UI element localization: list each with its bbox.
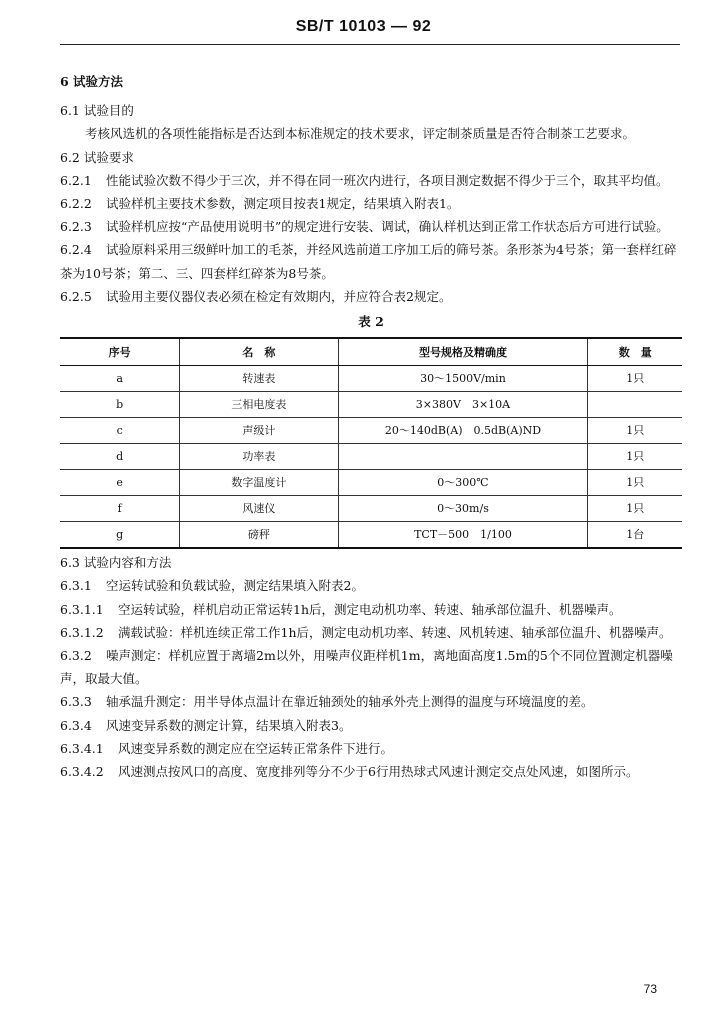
table-cell: 声级计 [180,418,338,444]
heading-6-3: 6.3 试验内容和方法 [60,555,172,571]
table-cell: 3×380V 3×10A [338,392,588,418]
table-cell: 转速表 [180,366,338,392]
table-cell: e [60,470,180,496]
table-cell: b [60,392,180,418]
column-header: 序号 [60,338,180,366]
clause-text: 试验用主要仪器仪表必须在检定有效期内，并应符合表2规定。 [106,288,452,304]
column-header: 名 称 [180,338,338,366]
table-cell: 1只 [588,470,682,496]
clause-6-3-1 [60,574,682,597]
clause-6-2-1 [60,169,682,192]
document-body [60,62,682,783]
page-number: 73 [643,982,657,996]
table-cell: 1只 [588,366,682,392]
clause-text: 风速变异系数的测定计算，结果填入附表3。 [106,717,352,733]
table-cell: 1只 [588,496,682,522]
table-cell: 三相电度表 [180,392,338,418]
clause-text: 风速变异系数的测定应在空运转正常条件下进行。 [118,740,394,756]
table-cell: 1台 [588,522,682,549]
table-cell [588,392,682,418]
column-header: 型号规格及精确度 [338,338,588,366]
section-6-title: 6 试验方法 [60,74,124,89]
clause-text: 试验样机应按“产品使用说明书”的规定进行安装、调试，确认样机达到正常工作状态后方可进行试验。 [106,219,669,235]
table-cell: 0～30m/s [338,496,588,522]
table-cell: f [60,496,180,522]
table-row [60,522,682,549]
table-cell: 0～300℃ [338,470,588,496]
clause-number: 6.2.1 [60,172,92,188]
table-cell: 1只 [588,418,682,444]
header-rule [60,44,680,45]
table-row [60,444,682,470]
table-cell: TCT－500 1/100 [338,522,588,549]
clause-text: 噪声测定：样机应置于离墙2m以外，用噪声仪距样机1m，离地面高度1.5m的5个不同位置测定机器噪声，取最大值。 [60,648,673,687]
table-row [60,496,682,522]
clause-6-3-4-2 [60,760,682,783]
clause-text: 风速测点按风口的高度、宽度排列等分不少于6行用热球式风速计测定交点处风速，如图所示。 [118,764,639,780]
clause-6-3-3 [60,690,682,713]
table-cell: d [60,444,180,470]
clause-number: 6.2.5 [60,288,92,304]
instrument-table [60,337,682,549]
table-header-row [60,338,682,366]
clause-text: 满载试验：样机连续正常工作1h后，测定电动机功率、转速、风机转速、轴承部位温升、机器噪声。 [118,624,672,640]
table-row [60,392,682,418]
table-cell: c [60,418,180,444]
clause-number: 6.3.1.2 [60,624,104,640]
heading-6-1: 6.1 试验目的 [60,103,134,119]
clause-text: 空运转试验和负载试验，测定结果填入附表2。 [106,578,364,594]
table-2-caption: 表 2 [358,314,384,330]
table-row [60,366,682,392]
table-cell: 风速仪 [180,496,338,522]
table-row [60,470,682,496]
clause-number: 6.3.4 [60,717,92,733]
clause-text: 试验样机主要技术参数，测定项目按表1规定，结果填入附表1。 [106,196,460,212]
clause-6-3-1-1 [60,598,682,621]
clause-number: 6.3.1 [60,578,92,594]
clause-6-2-2 [60,192,682,215]
table-cell [338,444,588,470]
heading-6-2: 6.2 试验要求 [60,149,134,165]
clause-text: 试验原料采用三级鲜叶加工的毛茶，并经风选前道工序加工后的筛号茶。条形茶为4号茶；第一套样红碎茶为10号茶；第二、三、四套样红碎茶为8号茶。 [60,242,677,281]
clause-number: 6.3.3 [60,694,92,710]
clause-6-3-2 [60,644,682,690]
clause-number: 6.3.1.1 [60,601,104,617]
clause-number: 6.3.4.1 [60,740,104,756]
table-cell: 30～1500V/min [338,366,588,392]
clause-6-3-4-1 [60,737,682,760]
clause-number: 6.2.3 [60,219,92,235]
table-cell: 数字温度计 [180,470,338,496]
table-row [60,418,682,444]
clause-number: 6.3.4.2 [60,764,104,780]
clause-number: 6.2.2 [60,196,92,212]
clause-6-3-4 [60,714,682,737]
document-header: SB/T 10103 — 92 [295,18,432,35]
column-header: 数 量 [588,338,682,366]
table-cell: g [60,522,180,549]
table-cell: 功率表 [180,444,338,470]
clause-6-3-1-2 [60,621,682,644]
clause-6-2-3 [60,215,682,238]
clause-text: 空运转试验，样机启动正常运转1h后，测定电动机功率、转速、轴承部位温升、机器噪声。 [118,601,622,617]
clause-6-2-5 [60,285,682,308]
clause-text: 性能试验次数不得少于三次，并不得在同一班次内进行，各项目测定数据不得少于三个，取其平均值。 [106,172,669,188]
paragraph-6-1: 考核风选机的各项性能指标是否达到本标准规定的技术要求，评定制茶质量是否符合制茶工艺要求。 [85,126,636,142]
clause-number: 6.3.2 [60,648,92,664]
clause-text: 轴承温升测定：用半导体点温计在靠近轴颈处的轴承外壳上测得的温度与环境温度的差。 [106,694,594,710]
table-cell: 20～140dB(A) 0.5dB(A)ND [338,418,588,444]
table-cell: a [60,366,180,392]
clause-number: 6.2.4 [60,242,92,258]
table-cell: 磅秤 [180,522,338,549]
clause-6-2-4 [60,238,682,284]
table-cell: 1只 [588,444,682,470]
